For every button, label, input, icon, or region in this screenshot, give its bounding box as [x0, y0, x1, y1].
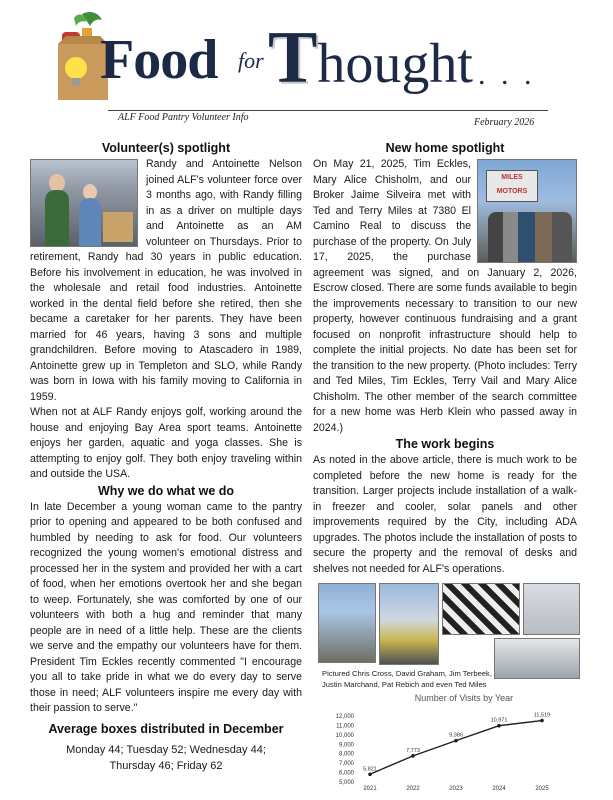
masthead-title-dots: . . .	[478, 58, 536, 91]
data-point	[454, 739, 458, 743]
y-tick-label: 10,000	[335, 732, 354, 739]
work-begins-heading: The work begins	[395, 437, 495, 451]
data-labels	[363, 713, 550, 773]
masthead-title-thought	[268, 17, 473, 99]
y-tick-label: 8,000	[338, 751, 354, 758]
work-photo-gallery	[318, 583, 580, 679]
data-label: 10,971	[490, 717, 508, 724]
y-axis-ticks	[336, 714, 355, 786]
masthead-title-initial: T	[268, 17, 318, 99]
gallery-photo-office	[523, 583, 580, 635]
series-points	[368, 719, 544, 776]
new-home-paragraph: On May 21, 2025, Tim Eckles, Mary Alice Chisholm, and our Broker Jaime Silveira met with Ted and Terry Miles at 7380 El Camino Real to discuss the purchase of the property. On July 17, 2025, the purchase agreement was signed, and on January 2, 2026, Escrow closed. There are some funds available to begin the improvements necessary to transition to our new property, however continuous fundraising and a grant focused on nonprofit infrastructure should help to complete the initial projects. No date has been set for the transition to the new property. (Photo includes: Terry and Ted Miles, Tim Eckles, Terry Vail and Mary Alice Chisholm. The other member of the search committee for a new home was Herb Klein who passed away in 2024.)	[313, 158, 577, 434]
masthead-divider	[108, 110, 548, 111]
x-tick-label: 2021	[363, 786, 377, 790]
volunteer-spotlight-article	[30, 157, 302, 483]
x-tick-label: 2022	[406, 786, 420, 790]
masthead	[0, 0, 613, 128]
why-we-do-heading: Why we do what we do	[97, 483, 235, 498]
gallery-caption	[322, 668, 522, 690]
y-tick-label: 7,000	[338, 761, 354, 768]
volunteer-spotlight-paragraph: Randy and Antoinette Nelson joined ALF's volunteer force over 3 months ago, with Randy filling in as a driver on multiple days and Antoinette as an AM volunteer on Thursdays. Prior to retirement, Randy had 30 years in public education. Before his involvement in education, he was involved in the wholesale and retail food industries. Antoinette worked in the dental field before she retired, then she became a caretaker for her parents. They have been married for 46 years, having 3 sons and multiple grandchildren. Before moving to Atascadero in 1989, Antoinette grew up in Templeton and SLO, while Randy was born in Iowa with his family moving to California in 1959.	[30, 158, 302, 403]
x-axis-ticks	[363, 786, 549, 790]
series-line-visits	[370, 721, 542, 775]
masthead-title-food: Food	[100, 29, 218, 91]
new-home-heading: New home spotlight	[385, 141, 505, 155]
gallery-photo-post-install	[318, 583, 376, 663]
average-boxes-line-1: Monday 44; Tuesday 52; Wednesday 44;	[66, 743, 266, 756]
y-tick-label: 5,000	[338, 780, 354, 786]
masthead-subtitle: ALF Food Pantry Volunteer Info	[118, 112, 249, 123]
why-we-do-article	[30, 500, 302, 717]
new-property-photo	[477, 159, 577, 263]
issue-date: February 2026	[474, 117, 535, 128]
new-home-article	[313, 157, 577, 436]
data-label: 7,773	[406, 747, 420, 754]
right-column	[313, 140, 577, 577]
work-begins-paragraph: As noted in the above article, there is much work to be completed before the new home is ready for the transition. Larger projects include installation of a walk-in freezer and cooler, solar panels and other improvements required by the City, including ADA upgrades. The photos include the installation of posts to secure the property and the removal of desks and shelves not needed for ALF's operations.	[313, 454, 577, 575]
x-tick-label: 2025	[535, 786, 549, 790]
volunteer-spotlight-heading: Volunteer(s) spotlight	[101, 141, 231, 155]
volunteers-photo	[30, 159, 138, 247]
photo-sign: MILES MOTORS	[486, 170, 538, 202]
average-boxes-line-2: Thursday 46; Friday 62	[109, 759, 223, 772]
x-tick-label: 2023	[449, 786, 463, 790]
work-begins-article	[313, 453, 577, 577]
data-label: 5,821	[363, 766, 377, 773]
volunteer-spotlight-paragraph-2: When not at ALF Randy enjoys golf, working around the house and enjoying Bay Area sport teams. Antoinette enjoys her garden, aquatic and yoga classes. She is attempting to enjoy golf. They both enjoy traveling within and outside the USA.	[30, 406, 302, 480]
y-tick-label: 6,000	[338, 770, 354, 777]
average-boxes-heading: Average boxes distributed in December	[48, 721, 284, 736]
y-tick-label: 11,000	[336, 723, 354, 730]
data-label: 9,386	[449, 732, 463, 739]
average-boxes-list	[30, 742, 302, 774]
data-label: 11,519	[533, 712, 551, 719]
left-column	[30, 140, 302, 774]
gallery-photo-interior-floor	[442, 583, 520, 635]
data-point	[540, 719, 544, 723]
data-point	[368, 772, 372, 776]
data-point	[497, 724, 501, 728]
gallery-photo-volunteers-yard	[379, 583, 439, 665]
why-we-do-paragraph: In late December a young woman came to the pantry prior to opening and appeared to be both confused and humbled by needing to ask for food. Our volunteers recognized the young women's emotional distress and processed her in the system and provided her with a cart of food, when her emotions overtook her and she began to weep. Fortunately, she was comforted by one of our volunteers with both a hug and reminder that many people are in need of a little help. These are the clients we serve and the empathy our volunteers have for them. President Tim Eckles recently commented "I encourage you all to take pride in what we do every day to serve those in need; ALF volunteers inspire me every day with their passion to serve."	[30, 500, 302, 714]
x-tick-label: 2024	[492, 786, 506, 790]
visits-by-year-chart	[306, 690, 566, 790]
y-tick-label: 9,000	[338, 742, 354, 749]
chart-title: Number of Visits by Year	[414, 693, 514, 703]
data-point	[411, 754, 415, 758]
y-tick-label: 12,000	[335, 714, 354, 720]
masthead-title-for: for	[238, 48, 264, 73]
gallery-caption-line-2: Justin Marchand, Pat Rebich and even Ted Miles	[322, 680, 487, 689]
masthead-title-rest: hought	[317, 33, 473, 95]
gallery-caption-line-1: Pictured Chris Cross, David Graham, Jim Terbeek,	[322, 669, 492, 678]
